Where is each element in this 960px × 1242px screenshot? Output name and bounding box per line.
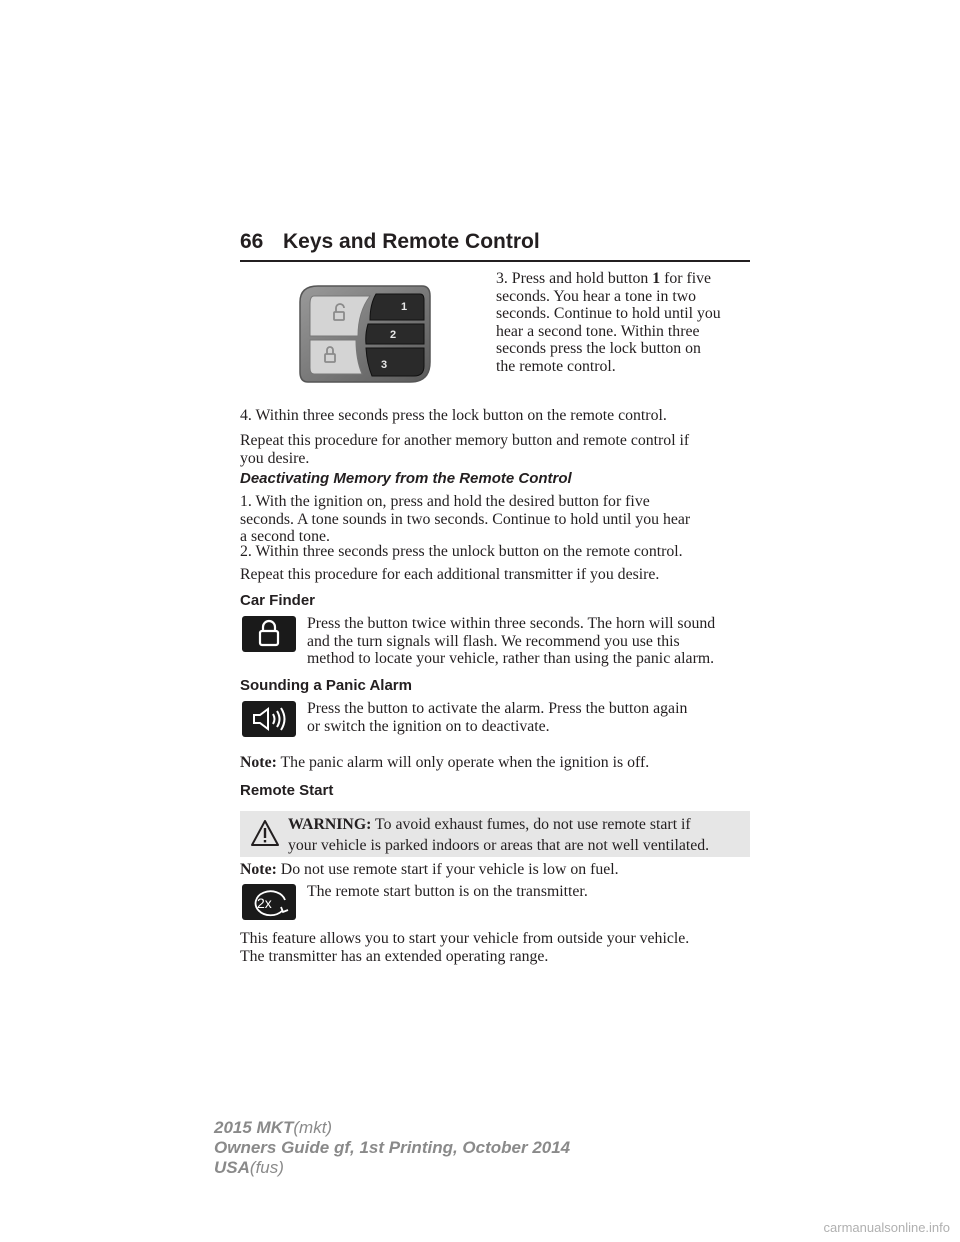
footer-region: USA bbox=[214, 1158, 250, 1177]
seat-button-3-label: 3 bbox=[381, 359, 388, 371]
footer-region-code: (fus) bbox=[249, 1158, 284, 1177]
step-4-text: 4. Within three seconds press the lock button on the remote control. bbox=[240, 407, 667, 424]
note-label: Note: bbox=[240, 754, 277, 771]
seat-button-2-label: 2 bbox=[390, 329, 397, 341]
warning-text bbox=[288, 816, 709, 854]
page-number: 66 bbox=[240, 230, 264, 253]
car-finder-line-1: Press the button twice within three seconds. The horn will sound bbox=[307, 615, 716, 632]
step-3-line-5: seconds press the lock button on bbox=[496, 340, 701, 357]
remote-start-paragraph bbox=[240, 930, 689, 965]
note-text: Do not use remote start if your vehicle is low on fuel. bbox=[280, 861, 619, 878]
step-3-line-6: the remote control. bbox=[496, 357, 616, 375]
footer-model-line bbox=[214, 1118, 570, 1138]
panic-alarm-text bbox=[307, 700, 687, 735]
car-finder-line-2: and the turn signals will flash. We recommend you use this bbox=[307, 632, 680, 650]
remote-start-line-2: The transmitter has an extended operating range. bbox=[240, 947, 549, 965]
footer-guide: Owners Guide gf, 1st Printing, October 2014 bbox=[214, 1138, 571, 1157]
panic-alarm-heading: Sounding a Panic Alarm bbox=[240, 677, 412, 694]
button-ref: 1 bbox=[652, 270, 661, 287]
panic-alarm-line-1: Press the button to activate the alarm. Press the button again bbox=[307, 700, 688, 717]
remote-start-heading: Remote Start bbox=[240, 782, 334, 799]
warning-label: WARNING: bbox=[288, 816, 372, 833]
deactivate-step-1 bbox=[240, 493, 690, 546]
step-3-line-3: seconds. Continue to hold until you bbox=[496, 305, 721, 322]
section-title: Keys and Remote Control bbox=[283, 230, 540, 253]
step-3-text bbox=[496, 270, 721, 375]
panic-alarm-note bbox=[240, 754, 649, 772]
deactivate-heading: Deactivating Memory from the Remote Control bbox=[240, 470, 572, 487]
remote-start-note bbox=[240, 861, 619, 879]
remote-start-line-1: This feature allows you to start your vehicle from outside your vehicle. bbox=[240, 930, 690, 947]
watermark: carmanualsonline.info bbox=[823, 1220, 950, 1235]
step-3-line-1: 3. Press and hold button 1 for five bbox=[496, 270, 712, 287]
warning-line-1: To avoid exhaust fumes, do not use remote start if bbox=[375, 816, 691, 833]
remote-start-2x-icon bbox=[242, 884, 296, 920]
note-text: The panic alarm will only operate when the ignition is off. bbox=[280, 754, 650, 771]
remote-start-2x-label: 2x bbox=[257, 895, 272, 911]
seat-memory-buttons-illustration bbox=[298, 282, 434, 386]
footer-model-code: (mkt) bbox=[293, 1118, 333, 1137]
deactivate-step-1-line-2: seconds. A tone sounds in two seconds. Continue to hold until you hear bbox=[240, 510, 691, 528]
car-finder-text bbox=[307, 615, 715, 668]
deactivate-repeat: Repeat this procedure for each additional transmitter if you desire. bbox=[240, 566, 660, 583]
repeat-line-1: Repeat this procedure for another memory button and remote control if bbox=[240, 432, 690, 449]
footer-model: 2015 MKT bbox=[214, 1118, 294, 1137]
note-label: Note: bbox=[240, 861, 277, 878]
horn-icon bbox=[242, 701, 296, 737]
repeat-paragraph bbox=[240, 432, 689, 467]
footer bbox=[214, 1118, 570, 1178]
step-3-line-2: seconds. You hear a tone in two bbox=[496, 287, 697, 305]
warning-box bbox=[240, 811, 750, 857]
car-finder-line-3: method to locate your vehicle, rather than using the panic alarm. bbox=[307, 650, 715, 667]
footer-guide-line bbox=[214, 1138, 570, 1158]
panic-alarm-line-2: or switch the ignition on to deactivate. bbox=[307, 717, 550, 735]
deactivate-step-2: 2. Within three seconds press the unlock button on the remote control. bbox=[240, 543, 683, 560]
step-3-line-4: hear a second tone. Within three bbox=[496, 322, 700, 340]
lock-icon bbox=[242, 616, 296, 652]
footer-region-line bbox=[214, 1158, 570, 1178]
remote-start-button-text: The remote start button is on the transmitter. bbox=[307, 883, 588, 900]
deactivate-step-1-line-1: 1. With the ignition on, press and hold the desired button for five bbox=[240, 493, 650, 510]
car-finder-heading: Car Finder bbox=[240, 592, 316, 609]
repeat-line-2: you desire. bbox=[240, 449, 310, 467]
header-rule bbox=[240, 260, 750, 262]
seat-button-1-label: 1 bbox=[401, 301, 408, 313]
warning-line-2: your vehicle is parked indoors or areas that are not well ventilated. bbox=[288, 836, 710, 854]
warning-triangle-icon bbox=[250, 819, 280, 847]
deactivate-step-1-line-3: a second tone. bbox=[240, 528, 330, 545]
